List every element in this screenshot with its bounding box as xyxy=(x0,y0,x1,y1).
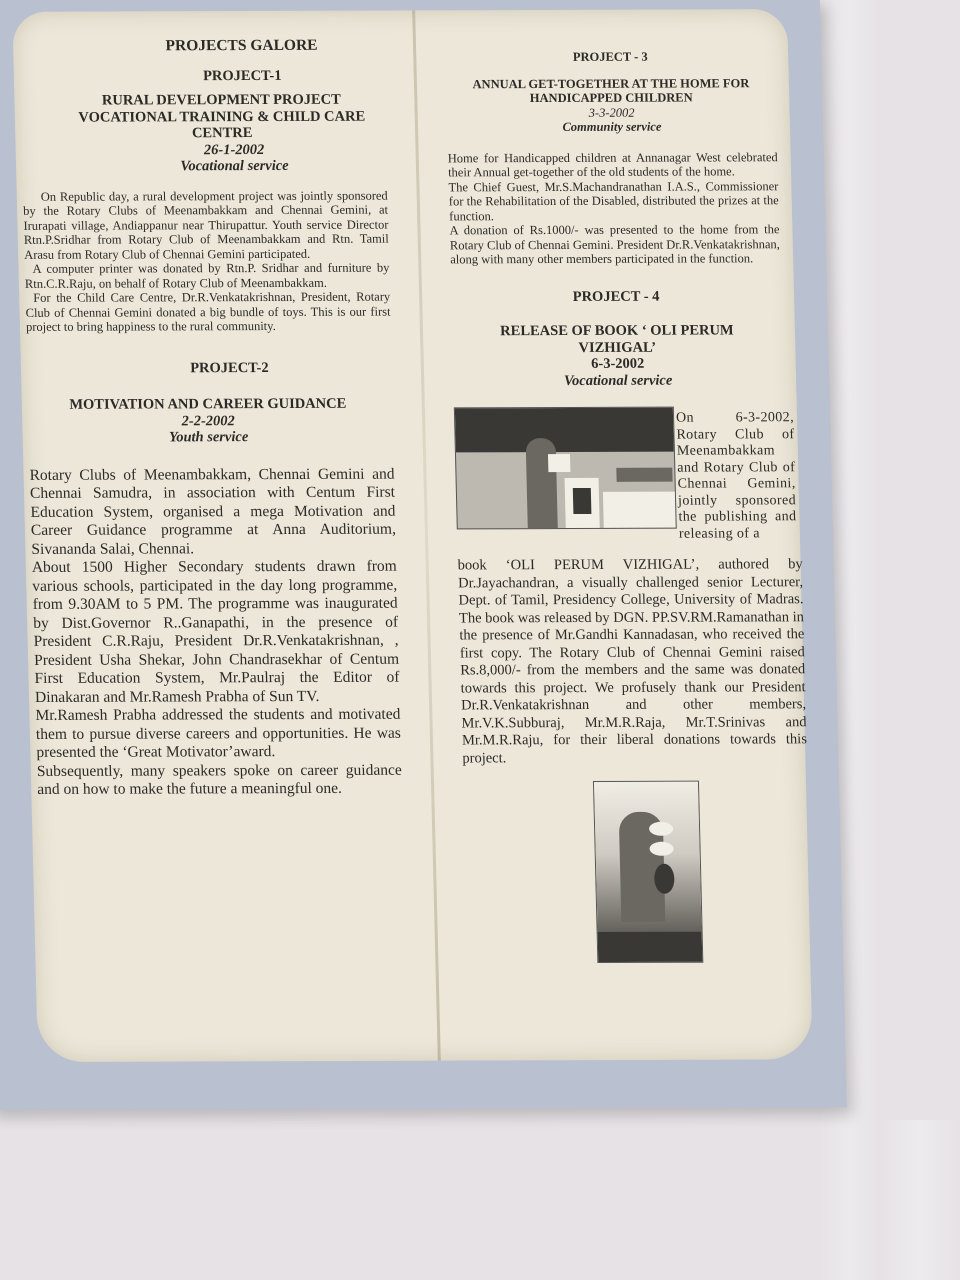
project-2-category: Youth service xyxy=(168,429,249,446)
project-4-category: Vocational service xyxy=(563,372,673,389)
project-3-body-2: The Chief Guest, Mr.S.Machandranathan I.A.S., Commissioner for the Rehabilitation of the Disabled, distributed the prizes at the function. xyxy=(448,178,779,223)
event-photo xyxy=(454,407,677,530)
fabric-fold xyxy=(880,1120,960,1280)
project-4-label: PROJECT - 4 xyxy=(572,288,660,305)
project-3-date: 3-3-2002 xyxy=(588,105,635,120)
project-1-body-3: For the Child Care Centre, Dr.R.Venkatakrishnan, President, Rotary Club of Chennai Gemini donated a big bundle of toys. This is our first project to bring happiness to the rural community. xyxy=(25,289,391,334)
project-1-body: On Republic day, a rural development project was jointly sponsored by the Rotary Clubs of Meenambakkam and Chennai Gemini, at Irurapati village, Andiappanur near Thirupattur. Youth service Director Rtn.P.Sridhar from Rotary Club of Meenambakkam and Rtn. Tamil Arasu from Rotary Club of Chennai Gemini participated. xyxy=(22,188,389,262)
project-2-body-2: About 1500 Higher Secondary students drawn from various schools, participated in the day long programme, from 9.30AM to 5 PM. The programme was inaugurated by Dist.Governor R..Ganapathi, in the presence of President C.R.Raju, President Dr.R.Venkatakrishnan, , President Usha Shekar, John Chandrasekhar of Centum First Education System, Mr.Paulraj the Editor of Dinakaran and Mr.Ramesh Prabha of Sun TV. xyxy=(31,557,400,706)
project-1-title: RURAL DEVELOPMENT PROJECT VOCATIONAL TRAINING & CHILD CARE CENTRE xyxy=(78,91,366,142)
section-heading: PROJECTS GALORE xyxy=(165,36,318,55)
project-1-category: Vocational service xyxy=(180,157,289,175)
project-2-label: PROJECT-2 xyxy=(190,359,269,376)
book-cover-photo xyxy=(593,781,703,963)
project-3-title: ANNUAL GET-TOGETHER AT THE HOME FOR HANDICAPPED CHILDREN xyxy=(472,75,750,106)
project-2-date: 2-2-2002 xyxy=(181,412,235,429)
project-4-title: RELEASE OF BOOK ‘ OLI PERUM VIZHIGAL’ xyxy=(500,322,734,356)
project-2-body-4: Subsequently, many speakers spoke on career guidance and on how to make the future a meaningful one. xyxy=(36,761,402,798)
right-column xyxy=(444,9,808,963)
project-4-date: 6-3-2002 xyxy=(590,355,645,372)
project-2-body-3: Mr.Ramesh Prabha addressed the students and motivated them to pursue diverse careers and opportunities. He was presented the ‘Great Motivator’award. xyxy=(35,705,402,761)
project-4-intro-block xyxy=(454,406,797,557)
project-2-title: MOTIVATION AND CAREER GUIDANCE xyxy=(69,395,347,413)
project-4-side-text: On 6-3-2002, Rotary Club of Meenambakkam and Rotary Club of Chennai Gemini, jointly sponsored the publishing and releasing of a xyxy=(675,410,797,542)
project-2-body: Rotary Clubs of Meenambakkam, Chennai Gemini and Chennai Samudra, in association with Centum First Education System, organised a mega Motivation and Career Guidance programme at Anna Auditorium, Sivananda Salai, Chennai. xyxy=(29,465,397,558)
project-1-label: PROJECT-1 xyxy=(202,67,282,84)
project-1-date: 26-1-2002 xyxy=(203,141,265,158)
project-3-body-3: A donation of Rs.1000/- was presented to the home from the Rotary Club of Chennai Gemini. President Dr.R.Venkatakrishnan, along with many other members participated in the function. xyxy=(449,222,780,267)
left-column xyxy=(18,11,402,800)
project-1-body-2: A computer printer was donated by Rtn.P. Sridhar and furniture by Rtn.C.R.Raju, on behalf of Rotary Club of Meenambakkam. xyxy=(24,260,390,291)
project-3-label: PROJECT - 3 xyxy=(572,49,648,64)
center-fold xyxy=(412,10,441,1060)
project-4-body: book ‘OLI PERUM VIZHIGAL’, authored by Dr.Jayachandran, a visually challenged senior Lecturer, Dept. of Tamil, Presidency College, University of Madras. The book was released by DGN. PP.SV.RM.Ramanathan in the presence of Mr.Gandhi Kannadasan, who received the first copy. The Rotary Club of Chennai Gemini raised Rs.8,000/- from the members and the same was donated towards this project. We profusely thank our President Dr.R.Venkatakrishnan and other members, Mr.V.K.Subburaj, Mr.M.R.Raja, Mr.T.Srinivas and Mr.M.R.Raju, for their liberal donations towards this project. xyxy=(457,556,808,766)
page-panel xyxy=(12,9,812,1062)
project-3-category: Community service xyxy=(562,119,662,134)
project-3-body: Home for Handicapped children at Annanagar West celebrated their Annual get-together of the old students of the home. xyxy=(447,149,778,180)
